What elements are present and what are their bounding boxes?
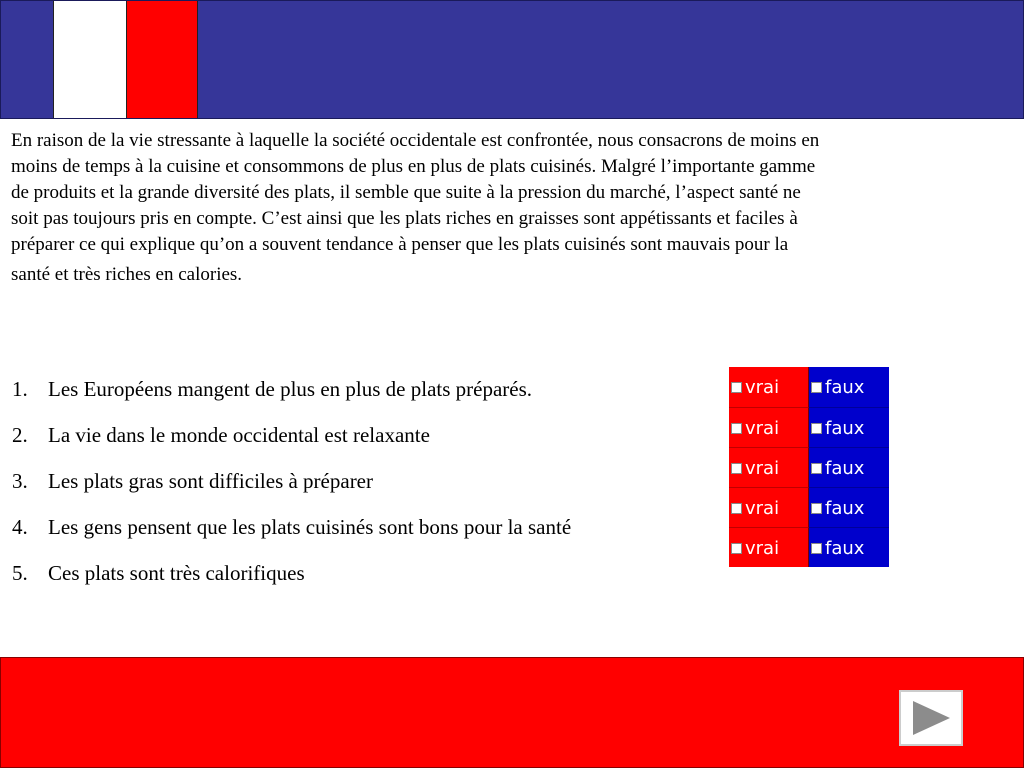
header-banner (0, 0, 1024, 119)
vrai-option-2[interactable] (729, 407, 809, 447)
play-arrow-icon (909, 698, 953, 738)
faux-checkbox-2[interactable] (811, 423, 822, 434)
question-item (12, 508, 712, 554)
next-slide-button[interactable] (899, 690, 963, 746)
vrai-checkbox-3[interactable] (731, 463, 742, 474)
intro-line: En raison de la vie stressante à laquelle la société occidentale est confrontée, nous consacrons de moins en (11, 130, 820, 151)
question-text: Ces plats sont très calorifiques (48, 561, 305, 585)
vrai-label: vrai (745, 418, 780, 439)
vrai-checkbox-2[interactable] (731, 423, 742, 434)
header-bar (198, 1, 1023, 118)
faux-checkbox-3[interactable] (811, 463, 822, 474)
vrai-label: vrai (745, 458, 780, 479)
question-number: 2. (12, 423, 28, 447)
faux-label: faux (825, 538, 865, 559)
question-item (12, 370, 712, 416)
question-item (12, 416, 712, 462)
question-number: 1. (12, 377, 28, 401)
faux-label: faux (825, 418, 865, 439)
intro-line: moins de temps à la cuisine et consommons de plus en plus de plats cuisinés. Malgré l’importante gamme (11, 156, 816, 177)
faux-label: faux (825, 458, 865, 479)
faux-option-3[interactable] (809, 447, 889, 487)
intro-line: santé et très riches en calories. (11, 264, 243, 285)
faux-option-4[interactable] (809, 487, 889, 527)
intro-line: préparer ce qui explique qu’on a souvent tendance à penser que les plats cuisinés sont mauvais pour la (11, 234, 789, 255)
answer-row-4 (729, 487, 891, 527)
vrai-checkbox-1[interactable] (731, 382, 742, 393)
question-number: 5. (12, 561, 28, 585)
question-number: 4. (12, 515, 28, 539)
vrai-label: vrai (745, 538, 780, 559)
vrai-label: vrai (745, 377, 780, 398)
question-text: Les gens pensent que les plats cuisinés sont bons pour la santé (48, 515, 572, 539)
flag-stripe-blue (1, 1, 53, 118)
answer-row-2 (729, 407, 891, 447)
question-item (12, 462, 712, 508)
intro-line: soit pas toujours pris en compte. C’est ainsi que les plats riches en graisses sont appétissants et faciles à (11, 208, 798, 229)
question-text: La vie dans le monde occidental est relaxante (48, 423, 430, 447)
intro-line: de produits et la grande diversité des plats, il semble que suite à la pression du marché, l’aspect santé ne (11, 182, 801, 203)
flag-stripe-red (127, 1, 198, 118)
vrai-option-1[interactable] (729, 367, 809, 407)
faux-checkbox-4[interactable] (811, 503, 822, 514)
faux-label: faux (825, 498, 865, 519)
question-text: Les plats gras sont difficiles à préparer (48, 469, 373, 493)
faux-checkbox-1[interactable] (811, 382, 822, 393)
answer-row-3 (729, 447, 891, 487)
faux-option-5[interactable] (809, 527, 889, 567)
vrai-label: vrai (745, 498, 780, 519)
answer-grid (729, 367, 891, 567)
faux-checkbox-5[interactable] (811, 543, 822, 554)
faux-option-2[interactable] (809, 407, 889, 447)
vrai-option-5[interactable] (729, 527, 809, 567)
question-item (12, 554, 712, 600)
question-text: Les Européens mangent de plus en plus de plats préparés. (48, 377, 533, 401)
vrai-option-4[interactable] (729, 487, 809, 527)
flag-stripe-white (53, 1, 127, 118)
question-list (12, 370, 712, 600)
footer-bar (0, 657, 1024, 768)
faux-label: faux (825, 377, 865, 398)
intro-paragraph (11, 128, 996, 288)
question-number: 3. (12, 469, 28, 493)
vrai-checkbox-5[interactable] (731, 543, 742, 554)
vrai-checkbox-4[interactable] (731, 503, 742, 514)
answer-row-5 (729, 527, 891, 567)
answer-row-1 (729, 367, 891, 407)
vrai-option-3[interactable] (729, 447, 809, 487)
faux-option-1[interactable] (809, 367, 889, 407)
